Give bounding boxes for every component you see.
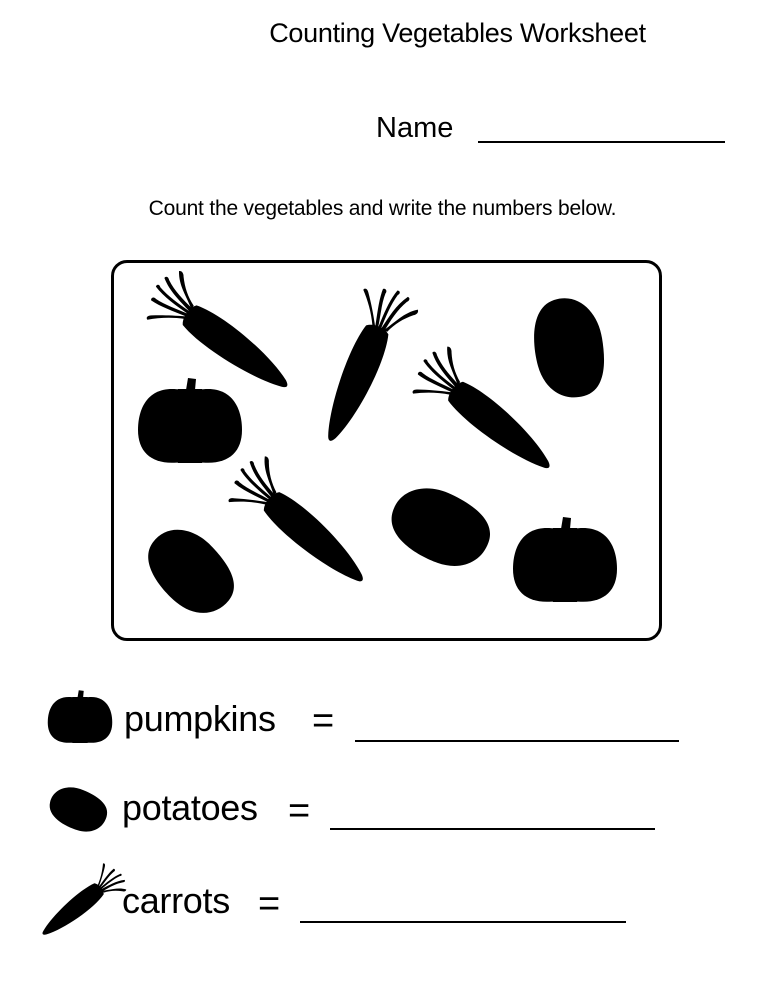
carrots-equals: =	[258, 883, 281, 925]
pumpkins-equals: =	[312, 700, 335, 742]
potatoes-label: potatoes	[122, 787, 258, 828]
carrots-label: carrots	[122, 880, 230, 921]
carrots-answer-line[interactable]	[300, 921, 626, 923]
name-label: Name	[376, 112, 454, 144]
worksheet-title: Counting Vegetables Worksheet	[269, 18, 646, 48]
instruction-text: Count the vegetables and write the numbers below.	[148, 197, 617, 220]
potatoes-equals: =	[288, 790, 311, 832]
pumpkins-label: pumpkins	[124, 698, 276, 739]
